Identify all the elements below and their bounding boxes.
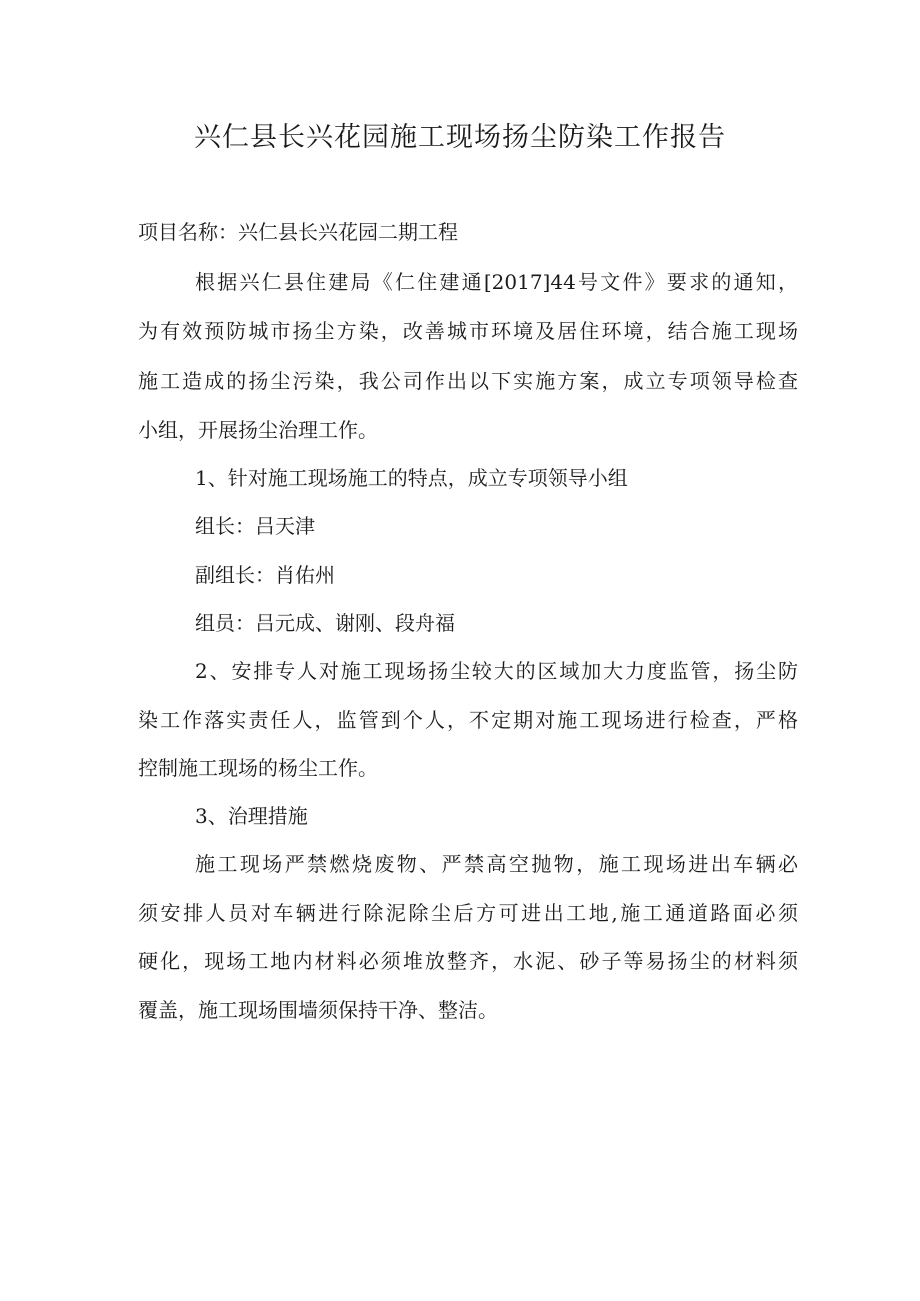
group-members: 组员：吕元成、谢刚、段舟福 bbox=[195, 611, 455, 635]
section3-line-1: 施工现场严禁燃烧废物、严禁高空抛物，施工现场进出车辆必 bbox=[195, 852, 798, 876]
section1-heading: 1、针对施工现场施工的特点，成立专项领导小组 bbox=[195, 466, 628, 490]
section3-line-3: 硬化，现场工地内材料必须堆放整齐，水泥、砂子等易扬尘的材料须 bbox=[138, 949, 798, 973]
deputy-leader: 副组长：肖佑州 bbox=[195, 563, 335, 587]
section2-line-3: 控制施工现场的杨尘工作。 bbox=[138, 756, 378, 780]
intro-line-1: 根据兴仁县住建局《仁住建通[2017]44号文件》要求的通知， bbox=[195, 270, 798, 294]
intro-line-4: 小组，开展扬尘治理工作。 bbox=[138, 418, 378, 442]
section3-heading: 3、治理措施 bbox=[195, 804, 308, 828]
section2-line-1: 2、安排专人对施工现场扬尘较大的区域加大力度监管，扬尘防 bbox=[195, 659, 798, 683]
intro-line-3: 施工造成的扬尘污染，我公司作出以下实施方案，成立专项领导检查 bbox=[138, 369, 798, 393]
intro-line-2: 为有效预防城市扬尘方染，改善城市环境及居住环境，结合施工现场 bbox=[138, 319, 798, 343]
document-title: 兴仁县长兴花园施工现场扬尘防染工作报告 bbox=[194, 122, 726, 153]
section3-line-2: 须安排人员对车辆进行除泥除尘后方可进出工地,施工通道路面必须 bbox=[138, 901, 798, 925]
project-name: 项目名称：兴仁县长兴花园二期工程 bbox=[138, 220, 458, 244]
section3-line-4: 覆盖，施工现场围墙须保持干净、整洁。 bbox=[138, 998, 498, 1022]
group-leader: 组长：吕天津 bbox=[195, 514, 315, 538]
section2-line-2: 染工作落实责任人，监管到个人，不定期对施工现场进行检查，严格 bbox=[138, 708, 798, 732]
